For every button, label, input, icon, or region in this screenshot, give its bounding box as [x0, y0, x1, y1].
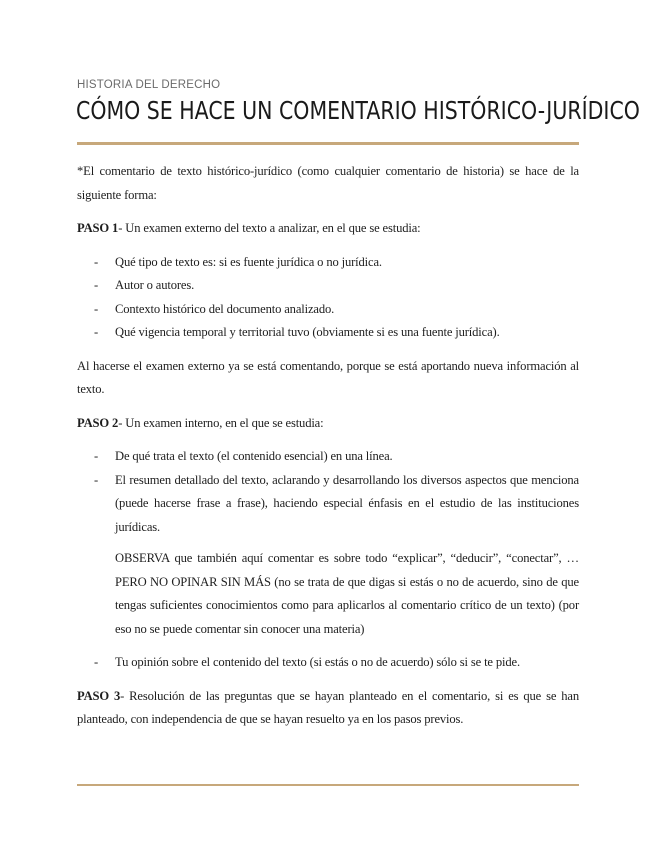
paso-1-text: - Un examen externo del texto a analizar, en el que se estudia: [118, 221, 421, 235]
paso-2-heading [77, 412, 579, 436]
list-item: - Autor o autores. [77, 274, 579, 298]
observa-note: OBSERVA que también aquí comentar es sobre todo “explicar”, “deducir”, “conectar”, … PERO NO OPINAR SIN MÁS (no se trata de que digas si estás o no de acuerdo, sino de que tengas suficientes conocimientos como para aplicarlos al comentario crítico de un texto) (por eso no se puede comentar sin conocer una materia) [115, 551, 579, 636]
paso-2-label: PASO 2 [77, 415, 119, 430]
list-item: - Qué vigencia temporal y territorial tuvo (obviamente si es una fuente jurídica). [77, 321, 579, 345]
bottom-divider [77, 784, 579, 786]
paso-1-heading [77, 217, 579, 241]
paso-3-paragraph [77, 685, 579, 732]
list-item: - Tu opinión sobre el contenido del texto (si estás o no de acuerdo) sólo si se te pide. [77, 651, 579, 675]
list-item: - Qué tipo de texto es: si es fuente jurídica o no jurídica. [77, 251, 579, 275]
list-item: - Contexto histórico del documento analizado. [77, 298, 579, 322]
list-item: - De qué trata el texto (el contenido esencial) en una línea. [77, 445, 579, 469]
paso-1-label: PASO 1 [77, 221, 119, 235]
paso-1-list [77, 251, 579, 345]
paso-3-label: PASO 3 [77, 688, 121, 703]
paso-2-text: - Un examen interno, en el que se estudia: [118, 415, 324, 430]
paso-2-list [77, 445, 579, 539]
list-item: - El resumen detallado del texto, aclarando y desarrollando los diversos aspectos que menciona (puede hacerse frase a frase), haciendo especial énfasis en el estudio de las instituciones jurídicas. [77, 469, 579, 540]
paso-1-after-paragraph: Al hacerse el examen externo ya se está comentando, porque se está aportando nueva información al texto. [77, 358, 579, 396]
top-divider [77, 142, 579, 145]
intro-paragraph: *El comentario de texto histórico-jurídico (como cualquier comentario de historia) se hace de la siguiente forma: [77, 164, 579, 202]
paso-3-text: - Resolución de las preguntas que se hayan planteado en el comentario, si es que se han planteado, con independencia de que se hayan resuelto ya en los pasos previos. [77, 688, 579, 726]
document-body [77, 160, 579, 742]
paso-2-list-continued [77, 651, 579, 675]
page-title: CÓMO SE HACE UN COMENTARIO HISTÓRICO-JURÍDICO [76, 96, 640, 125]
course-label: HISTORIA DEL DERECHO [77, 79, 221, 91]
